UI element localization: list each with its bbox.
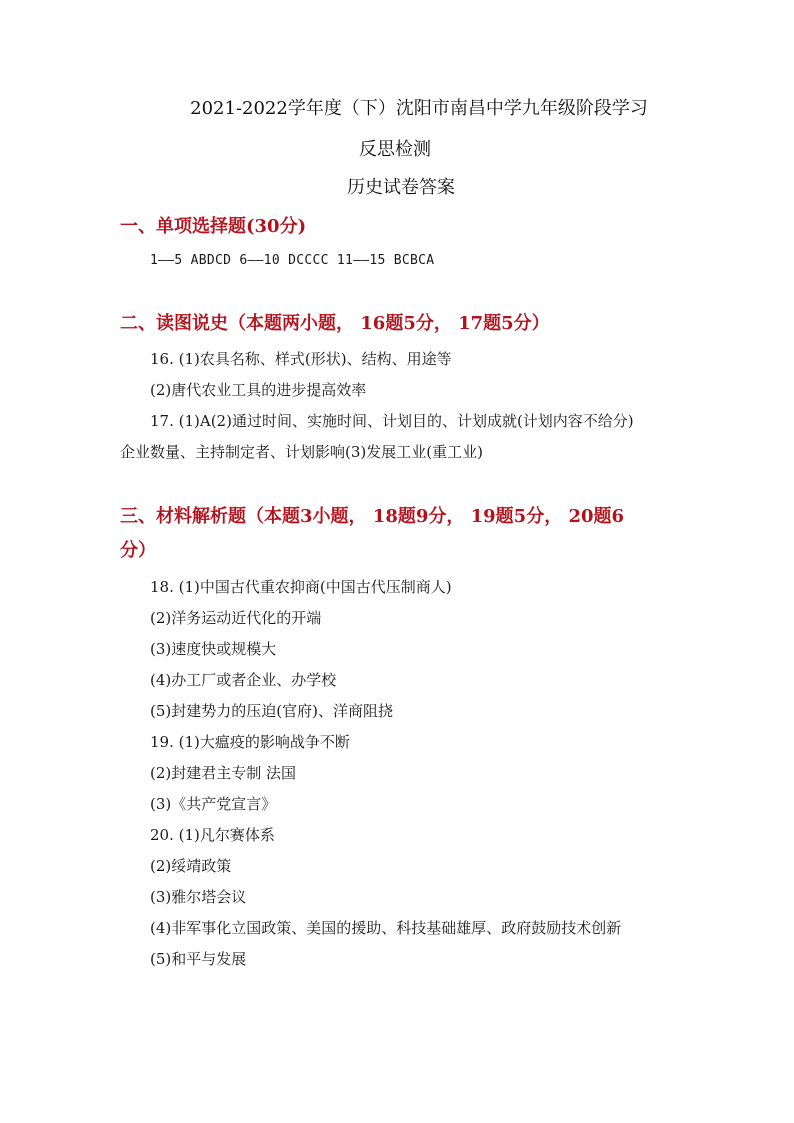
section3-heading-line2: 分） <box>120 540 156 561</box>
answer-line: (2)封建君主专制 法国 <box>150 764 297 782</box>
doc-title-line1: 2021-2022学年度（下）沈阳市南昌中学九年级阶段学习 <box>190 98 648 119</box>
answer-line: 19. (1)大瘟疫的影响战争不断 <box>150 733 350 751</box>
answer-line: (4)办工厂或者企业、办学校 <box>150 671 337 689</box>
answer-line: (3)速度快或规模大 <box>150 640 277 658</box>
doc-title-line3: 历史试卷答案 <box>347 177 455 198</box>
answer-line: 企业数量、主持制定者、计划影响(3)发展工业(重工业) <box>120 443 483 461</box>
answer-line: 20. (1)凡尔赛体系 <box>150 826 275 844</box>
answer-line: (2)唐代农业工具的进步提高效率 <box>150 381 367 399</box>
answer-line: (2)洋务运动近代化的开端 <box>150 609 322 627</box>
answer-line: (2)绥靖政策 <box>150 857 232 875</box>
answer-line: (3)雅尔塔会议 <box>150 888 247 906</box>
section2-heading: 二、读图说史（本题两小题， 16题5分， 17题5分） <box>120 313 550 334</box>
doc-title-line2: 反思检测 <box>359 139 431 160</box>
answer-line: 18. (1)中国古代重农抑商(中国古代压制商人) <box>150 578 452 596</box>
answer-line: 16. (1)农具名称、样式(形状)、结构、用途等 <box>150 350 452 368</box>
answer-line: (5)和平与发展 <box>150 950 247 968</box>
answer-line: (3)《共产党宣言》 <box>150 795 277 813</box>
answer-line: (4)非军事化立国政策、美国的援助、科技基础雄厚、政府鼓励技术创新 <box>150 919 622 937</box>
answer-line: 17. (1)A(2)通过时间、实施时间、计划目的、计划成就(计划内容不给分) <box>150 412 634 430</box>
section1-heading: 一、单项选择题(30分) <box>120 216 307 237</box>
section3-heading-line1: 三、材料解析题（本题3小题， 18题9分， 19题5分， 20题6 <box>120 506 625 527</box>
answer-line: (5)封建势力的压迫(官府)、洋商阻挠 <box>150 702 393 720</box>
section1-answers: 1——5 ABDCD 6——10 DCCCC 11——15 BCBCA <box>150 253 435 268</box>
